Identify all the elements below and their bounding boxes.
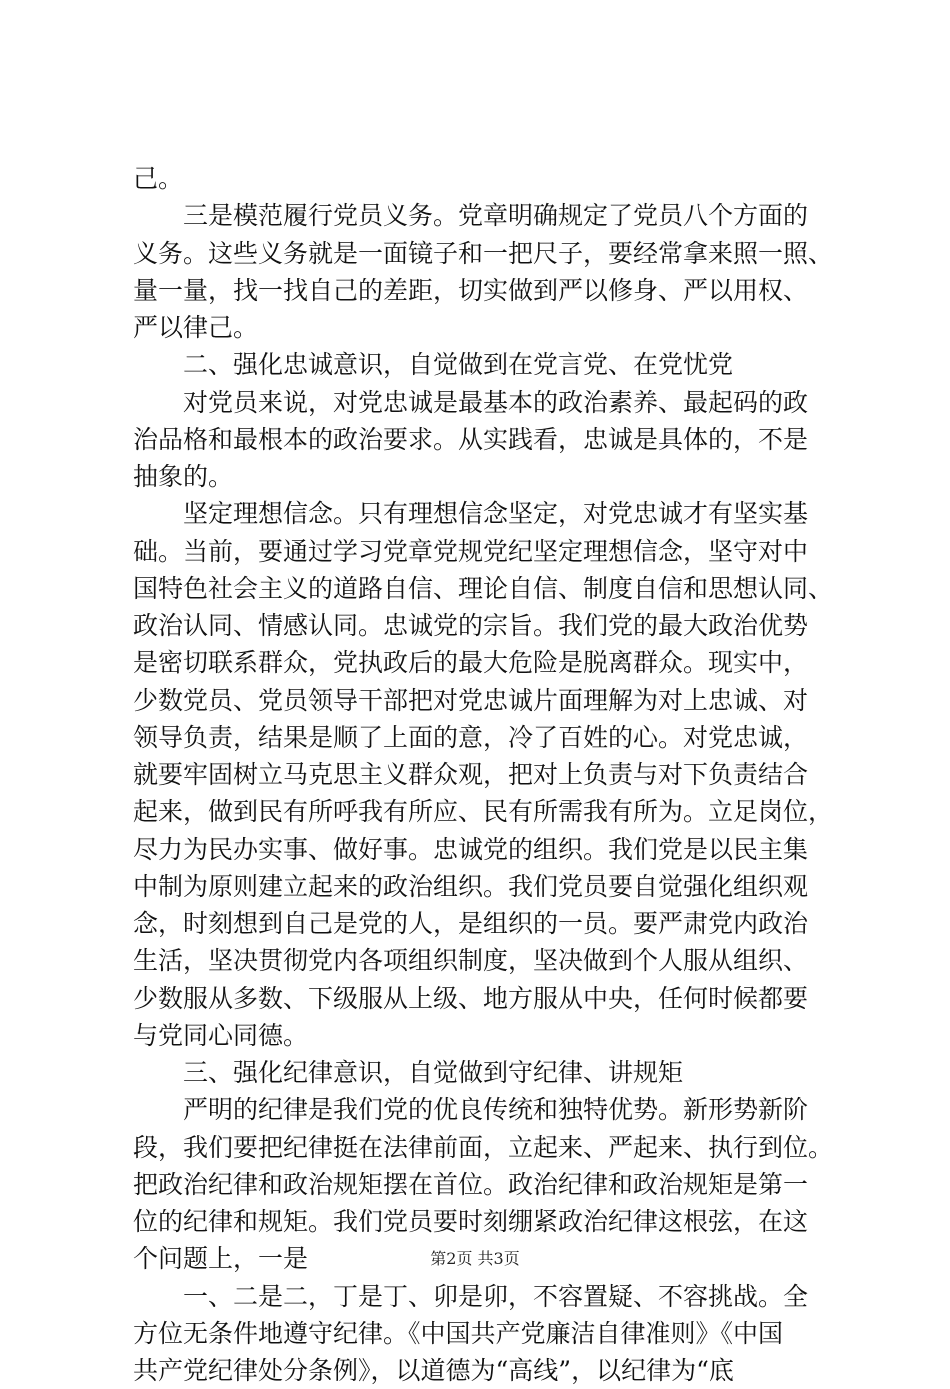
page-footer: 第2页 共3页 bbox=[430, 1249, 520, 1268]
text-line: 抽象的。 bbox=[133, 462, 234, 491]
text-line: 坚定理想信念。只有理想信念坚定，对党忠诚才有坚实基 bbox=[133, 499, 809, 529]
text-line: 一、二是二，丁是丁、卯是卯，不容置疑、不容挑战。全 bbox=[133, 1281, 809, 1311]
text-line: 少数服从多数、下级服从上级、地方服从中央，任何时候都要 bbox=[133, 983, 809, 1013]
text-line: 位的纪律和规矩。我们党员要时刻绷紧政治纪律这根弦，在这 bbox=[133, 1207, 809, 1236]
text-line: 是密切联系群众，党执政后的最大危险是脱离群众。现实中， bbox=[133, 648, 809, 678]
section-heading-3: 三、强化纪律意识，自觉做到守纪律、讲规矩 bbox=[133, 1058, 684, 1087]
text-line: 国特色社会主义的道路自信、理论自信、制度自信和思想认同、 bbox=[133, 573, 834, 603]
text-line: 把政治纪律和政治规矩摆在首位。政治纪律和政治规矩是第一 bbox=[133, 1169, 809, 1199]
text-line: 少数党员、党员领导干部把对党忠诚片面理解为对上忠诚、对 bbox=[133, 685, 809, 715]
text-line: 治品格和最根本的政治要求。从实践看，忠诚是具体的，不是 bbox=[133, 424, 809, 454]
text-line: 严以律己。 bbox=[133, 313, 259, 342]
text-line: 严明的纪律是我们党的优良传统和独特优势。新形势新阶 bbox=[133, 1095, 809, 1125]
text-line: 础。当前，要通过学习党章党规党纪坚定理想信念，坚守对中 bbox=[133, 536, 809, 566]
text-line: 对党员来说，对党忠诚是最基本的政治素养、最起码的政 bbox=[133, 387, 809, 417]
text-line: 量一量，找一找自己的差距，切实做到严以修身、严以用权、 bbox=[133, 275, 809, 305]
text-line: 生活，坚决贯彻党内各项组织制度，坚决做到个人服从组织、 bbox=[133, 946, 809, 976]
text-line: 中制为原则建立起来的政治组织。我们党员要自觉强化组织观 bbox=[133, 871, 809, 901]
text-line: 段，我们要把纪律挺在法律前面，立起来、严起来、执行到位。 bbox=[133, 1132, 834, 1162]
text-line: 领导负责，结果是顺了上面的意，冷了百姓的心。对党忠诚， bbox=[133, 722, 809, 752]
text-line: 共产党纪律处分条例》，以道德为“高线”，以纪律为“底 bbox=[133, 1356, 734, 1385]
text-line: 义务。这些义务就是一面镜子和一把尺子，要经常拿来照一照、 bbox=[133, 238, 834, 268]
section-heading-2: 二、强化忠诚意识，自觉做到在党言党、在党忧党 bbox=[133, 350, 734, 380]
text-line: 三是模范履行党员义务。党章明确规定了党员八个方面的 bbox=[133, 201, 809, 231]
text-line: 念，时刻想到自己是党的人，是组织的一员。要严肃党内政治 bbox=[133, 909, 809, 938]
text-line: 就要牢固树立马克思主义群众观，把对上负责与对下负责结合 bbox=[133, 760, 809, 789]
text-line: 起来，做到民有所呼我有所应、民有所需我有所为。立足岗位， bbox=[133, 797, 834, 827]
text-line: 方位无条件地遵守纪律。《中国共产党廉洁自律准则》《中国 bbox=[133, 1318, 784, 1348]
text-line: 与党同心同德。 bbox=[133, 1020, 309, 1050]
text-line: 政治认同、情感认同。忠诚党的宗旨。我们党的最大政治优势 bbox=[133, 611, 809, 640]
body-text bbox=[133, 160, 833, 1389]
text-line: 尽力为民办实事、做好事。忠诚党的组织。我们党是以民主集 bbox=[133, 834, 809, 864]
text-line: 个问题上，一是 bbox=[133, 1244, 309, 1274]
text-line: 己。 bbox=[133, 164, 184, 193]
